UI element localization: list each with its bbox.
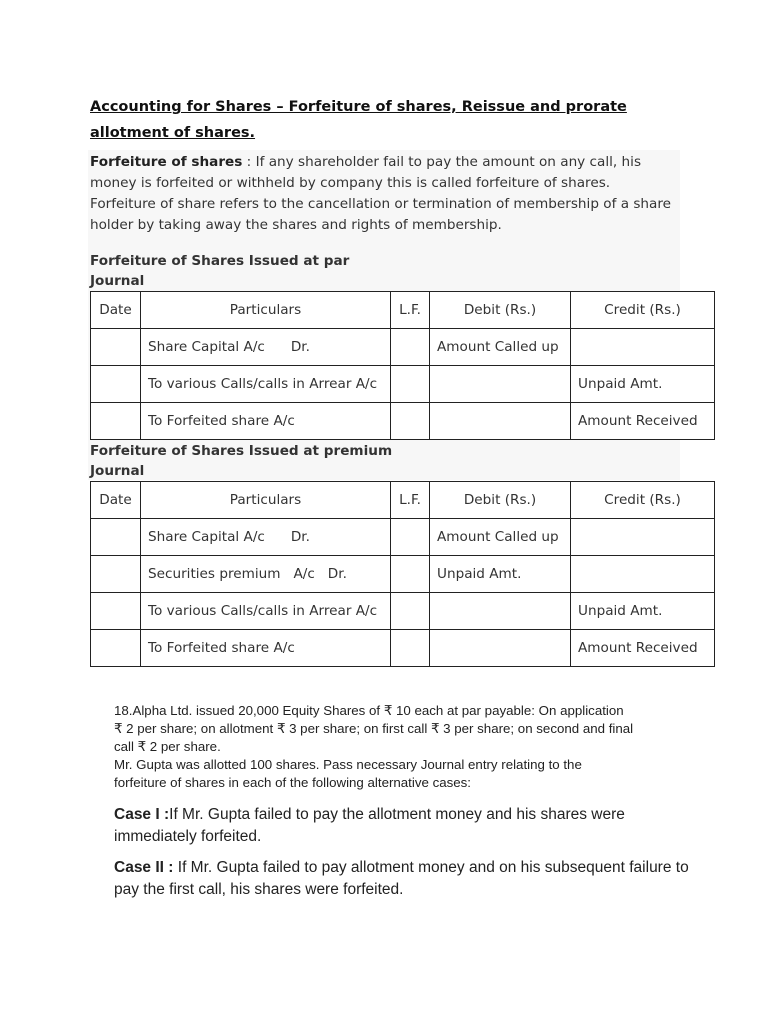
cell-date xyxy=(91,630,141,667)
cell-date xyxy=(91,519,141,556)
table-row xyxy=(91,630,715,667)
cell-particulars: To Forfeited share A/c xyxy=(141,403,391,440)
case-2 xyxy=(114,857,694,901)
intro-term: Forfeiture of shares xyxy=(90,154,243,170)
question-line: 18.Alpha Ltd. issued 20,000 Equity Shares of ₹ 10 each at par payable: On application xyxy=(114,703,624,718)
cell-credit: Unpaid Amt. xyxy=(571,593,715,630)
question-line: ₹ 2 per share; on allotment ₹ 3 per share; on first call ₹ 3 per share; on second and final xyxy=(114,721,634,736)
cell-lf xyxy=(391,630,430,667)
cell-particulars: To various Calls/calls in Arrear A/c xyxy=(141,593,391,630)
cell-particulars: To various Calls/calls in Arrear A/c xyxy=(141,366,391,403)
case-1 xyxy=(114,804,694,848)
table-header-row xyxy=(91,482,715,519)
cell-lf xyxy=(391,519,430,556)
cell-debit: Amount Called up xyxy=(430,329,571,366)
cell-lf xyxy=(391,593,430,630)
cell-credit xyxy=(571,519,715,556)
header-particulars: Particulars xyxy=(141,482,391,519)
header-credit: Credit (Rs.) xyxy=(571,292,715,329)
case-label: Case I : xyxy=(114,806,170,823)
section1-subheading: Journal xyxy=(90,273,145,289)
cell-date xyxy=(91,403,141,440)
header-particulars: Particulars xyxy=(141,292,391,329)
table-row xyxy=(91,593,715,630)
table-row xyxy=(91,519,715,556)
table-row xyxy=(91,366,715,403)
case-text: If Mr. Gupta failed to pay allotment money and on his subsequent failure to pay the first call, his shares were forfeited. xyxy=(114,859,689,898)
intro-definition: : If any shareholder fail to pay the amount on any call, his money is forfeited or withheld by company this is called forfeiture of shares. xyxy=(90,154,642,191)
cell-debit xyxy=(430,366,571,403)
journal-table-par xyxy=(90,291,715,440)
cell-debit: Unpaid Amt. xyxy=(430,556,571,593)
header-credit: Credit (Rs.) xyxy=(571,482,715,519)
header-debit: Debit (Rs.) xyxy=(430,482,571,519)
cell-debit xyxy=(430,630,571,667)
cell-particulars: Securities premium A/c Dr. xyxy=(141,556,391,593)
question-text xyxy=(114,702,714,792)
header-date: Date xyxy=(91,482,141,519)
cell-debit xyxy=(430,403,571,440)
cell-credit: Unpaid Amt. xyxy=(571,366,715,403)
question-line: Mr. Gupta was allotted 100 shares. Pass necessary Journal entry relating to the xyxy=(114,757,582,772)
cell-particulars: To Forfeited share A/c xyxy=(141,630,391,667)
cell-date xyxy=(91,593,141,630)
header-lf: L.F. xyxy=(391,482,430,519)
cell-lf xyxy=(391,556,430,593)
intro-explanation: Forfeiture of share refers to the cancellation or termination of membership of a share holder by taking away the shares and rights of membership. xyxy=(90,196,672,233)
cell-date xyxy=(91,556,141,593)
intro-paragraph xyxy=(90,152,680,236)
cell-date xyxy=(91,366,141,403)
section1-heading: Forfeiture of Shares Issued at par xyxy=(90,253,350,269)
cell-lf xyxy=(391,403,430,440)
cell-credit xyxy=(571,329,715,366)
header-lf: L.F. xyxy=(391,292,430,329)
cell-particulars: Share Capital A/c Dr. xyxy=(141,329,391,366)
cell-credit: Amount Received xyxy=(571,403,715,440)
cell-lf xyxy=(391,329,430,366)
table-row xyxy=(91,556,715,593)
section2-heading: Forfeiture of Shares Issued at premium xyxy=(90,443,393,459)
header-date: Date xyxy=(91,292,141,329)
cell-debit: Amount Called up xyxy=(430,519,571,556)
cell-credit: Amount Received xyxy=(571,630,715,667)
journal-table-premium xyxy=(90,481,715,667)
table-row xyxy=(91,403,715,440)
case-label: Case II : xyxy=(114,859,174,876)
section2-subheading: Journal xyxy=(90,463,145,479)
cell-lf xyxy=(391,366,430,403)
case-text: If Mr. Gupta failed to pay the allotment money and his shares were immediately forfeited. xyxy=(114,806,625,845)
cell-credit xyxy=(571,556,715,593)
cell-date xyxy=(91,329,141,366)
question-line: forfeiture of shares in each of the following alternative cases: xyxy=(114,775,471,790)
page-title: Accounting for Shares – Forfeiture of shares, Reissue and prorate allotment of shares. xyxy=(90,99,627,141)
table-row xyxy=(91,329,715,366)
header-debit: Debit (Rs.) xyxy=(430,292,571,329)
cell-particulars: Share Capital A/c Dr. xyxy=(141,519,391,556)
question-line: call ₹ 2 per share. xyxy=(114,739,221,754)
table-header-row xyxy=(91,292,715,329)
cell-debit xyxy=(430,593,571,630)
